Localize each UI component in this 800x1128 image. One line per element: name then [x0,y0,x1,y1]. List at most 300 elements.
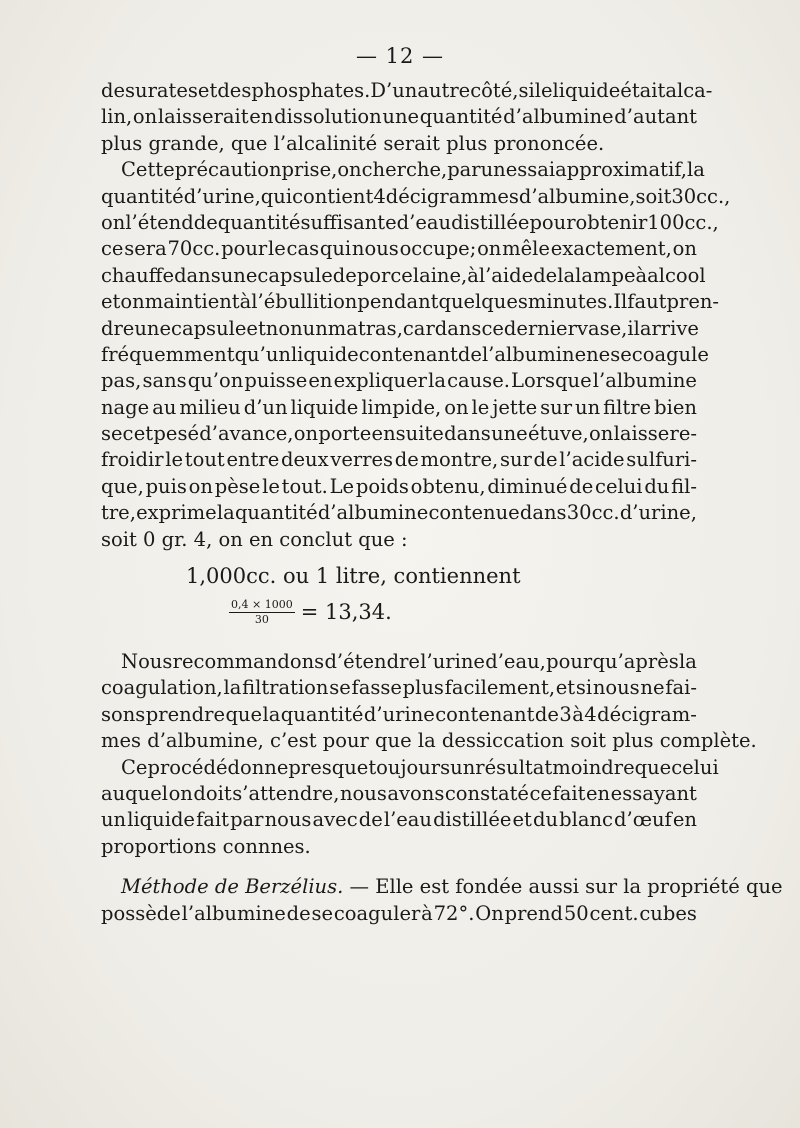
word: sur [540,395,573,419]
text-line: proportions connnes. [101,834,311,858]
word: auquel [101,781,169,805]
word: minutes. [527,290,614,314]
word: nage [101,395,150,419]
word: l’acide [559,448,625,472]
word: de [569,474,594,498]
word: distillée [451,210,530,234]
word: verres [330,448,394,472]
word: nous [339,781,387,805]
text-line [101,781,697,807]
word: on [477,237,502,261]
method-description: — Elle est fondée aussi sur la propriété que [343,875,783,899]
word: liquide [552,79,621,102]
word: de [533,448,558,472]
word: si [575,676,593,700]
word: d’eau, [485,650,546,674]
word: fai- [665,676,697,700]
word: pour [546,650,593,674]
word: Ce [121,755,148,779]
word: ensuite [371,422,444,446]
word: on [168,781,193,805]
word: chauffe [101,263,175,287]
word: précaution [174,158,282,182]
text-line [101,263,706,289]
word: à [467,263,479,287]
word: cubes [639,901,697,925]
word: 30cc., [671,184,731,208]
word: 4 [373,184,386,208]
formula [101,553,697,649]
word: quantité [101,184,184,208]
paragraph-5 [101,874,783,927]
text-line [101,78,713,104]
word: on [672,237,697,261]
word: qu’on [187,369,244,393]
word: la [223,676,242,700]
word: autre [417,79,471,102]
word: et [133,422,154,446]
word: quantité [280,702,364,726]
word: d’albumine [503,105,614,129]
text-line [101,755,719,781]
text-line: plus grande, que l’alcalinité serait plus prononcée. [101,131,605,155]
word: du [532,808,559,832]
word: se [329,676,351,700]
word: l’aide [478,263,534,287]
text-line [101,236,697,262]
word: Le [329,474,355,498]
text-line [101,342,709,368]
word: alcool [647,263,706,287]
word: vase, [576,316,628,340]
word: 70cc. [167,237,221,261]
word: l’urine [420,650,485,674]
word: ne [586,342,611,366]
word: on [337,158,362,182]
word: le [471,395,490,419]
word: celui [595,474,643,498]
word: fait [552,781,586,805]
text-line [101,184,731,210]
word: fait [196,808,229,832]
word: milieu [179,395,241,419]
word: blanc [559,808,613,832]
word: pas, [101,369,142,393]
word: mêle [502,237,550,261]
word: capsule [257,263,333,287]
word: la [216,501,235,525]
word: essayant [610,781,697,805]
word: de [286,901,311,925]
word: soit [635,184,672,208]
text-line: mes d’albumine, c’est pour que la dessiccation soit plus complète. [101,729,757,753]
word: sans [142,369,187,393]
word: ce [101,237,124,261]
word: et [246,316,266,340]
word: le [165,448,184,472]
word: par [447,158,481,182]
word: constaté [444,781,529,805]
word: en [249,105,274,129]
word: jette [492,395,538,419]
word: résultat [475,755,553,779]
word: en [308,369,333,393]
word: d’étendre [324,650,420,674]
word: 4 [584,702,597,726]
word: de [394,448,419,472]
text-line [101,368,697,394]
word: et [101,290,121,314]
word: capsule [171,316,247,340]
word: bien [654,395,697,419]
fraction [229,599,295,626]
word: l’eau [383,808,432,832]
word: possède [101,901,181,925]
formula-result: = 13,34. [300,600,392,625]
word: liquide [127,808,195,832]
paragraph-3 [101,649,757,755]
word: qui [319,237,352,261]
word: fil- [671,474,697,498]
word: d’autant [614,105,697,129]
word: à [635,263,648,287]
word: tout [184,448,225,472]
word: sur [499,448,532,472]
word: liquide [290,395,359,419]
text-line [101,474,697,500]
word: approximatif, [555,158,687,182]
word: quantité [419,105,503,129]
word: avec [312,808,358,832]
word: dans [519,501,567,525]
word: essai [505,158,556,182]
word: Cette [121,158,175,182]
word: contenue [428,501,520,525]
word: qu’après [592,650,679,674]
word: prise, [281,158,338,182]
word: cas [286,237,320,261]
text-line [101,421,697,447]
word: le [268,237,286,261]
word: 50 [563,901,589,925]
word: nous [592,676,640,700]
formula-statement: 1,000cc. ou 1 litre, contiennent [186,564,521,589]
word: pèse [214,474,261,498]
word: le [262,474,280,498]
word: coagule [631,342,709,366]
word: non [265,316,303,340]
word: suffisante [300,210,397,234]
word: matras, [327,316,403,340]
word: la [557,263,576,287]
word: limpide, [361,395,442,419]
word: fréquemment [101,342,235,366]
word: presque [288,755,369,779]
word: d’un [243,395,288,419]
paragraph-2 [101,157,731,553]
text-line [101,447,697,473]
word: d’urine, [619,501,697,525]
text-line [101,901,697,927]
word: à [572,702,584,726]
word: maintient [144,290,240,314]
word: ce [529,781,552,805]
word: si [518,79,535,102]
word: la [686,158,705,182]
text-line [101,316,697,342]
word: avons [387,781,445,805]
word: d’eau [396,210,452,234]
word: filtration [242,676,329,700]
word: Nous [121,650,173,674]
word: Lorsque [511,369,592,393]
word: l’étend [125,210,194,234]
word: de [457,342,482,366]
word: deux [281,448,329,472]
formula-fraction [229,599,392,626]
word: pour [529,210,576,234]
word: on [132,105,158,129]
word: l’albumine [181,901,286,925]
word: obtenu, [410,474,486,498]
paragraph-4 [101,755,719,861]
word: dissolution [274,105,382,129]
word: dre [101,316,135,340]
word: laisserait [157,105,249,129]
word: d’avance, [199,422,294,446]
word: prendre [145,702,226,726]
word: facilement, [444,676,556,700]
text-line [101,702,697,728]
word: on [293,422,319,446]
word: dernier [503,316,577,340]
word: et [512,808,532,832]
text-line: soit 0 gr. 4, on en conclut que : [101,527,408,551]
text-line [101,649,697,675]
word: prend [504,901,563,925]
word: car [402,316,435,340]
word: une [220,263,258,287]
word: donne [227,755,289,779]
word: cherche, [361,158,448,182]
word: expliquer [333,369,427,393]
word: poids [355,474,409,498]
word: pour [221,237,268,261]
word: que [634,755,672,779]
word: porte [318,422,372,446]
word: une [134,316,172,340]
word: au [152,395,177,419]
word: décigrammes [385,184,519,208]
text-line [101,210,719,236]
text-line [101,807,697,833]
word: urates [135,79,198,102]
text-line [101,395,697,421]
word: dans [434,316,482,340]
word: et [197,79,218,102]
word: dans [444,422,491,446]
word: plus [402,676,444,700]
word: porcelaine, [356,263,468,287]
paragraph-1 [101,78,713,157]
word: décigram- [597,702,697,726]
word: il [627,316,640,340]
word: que [225,702,263,726]
word: froidir [101,448,164,472]
word: puisse [244,369,308,393]
word: sulfuri- [626,448,697,472]
word: côté, [470,79,519,102]
word: de [332,263,357,287]
word: tre, [101,501,136,525]
word: exprime [136,501,217,525]
word: faut [627,290,667,314]
word: en [586,781,611,805]
word: se [311,901,334,925]
word: une [382,105,420,129]
word: 30cc. [566,501,620,525]
word: un [450,755,476,779]
word: procédé [147,755,228,779]
word: occupe; [399,237,477,261]
word: coagulation, [101,676,223,700]
word: quantité [234,501,318,525]
word: toujours [368,755,451,779]
fraction-denominator: 30 [254,613,269,627]
word: liquide [290,342,359,366]
text-line [101,104,697,130]
word: pesé [153,422,199,446]
word: étuve, [528,422,589,446]
word: 3 [559,702,572,726]
text-line [101,500,697,526]
word: tout. [281,474,328,498]
word: on [120,290,145,314]
word: une [491,422,528,446]
word: de [358,808,383,832]
word: pendant [357,290,439,314]
word: celui [671,755,719,779]
word: et [555,676,576,700]
word: lin, [101,105,133,129]
word: filtre [603,395,652,419]
word: de [533,263,558,287]
word: entre [226,448,280,472]
word: quantité [217,210,301,234]
word: la [262,702,281,726]
word: recommandons [172,650,325,674]
text-line [101,157,705,183]
word: sera [124,237,167,261]
word: distillée [433,808,512,832]
word: moindre [552,755,635,779]
word: de [534,702,559,726]
word: l’albumine [481,342,587,366]
word: un [101,808,127,832]
word: puis [145,474,187,498]
word: laisse [613,422,670,446]
word: était [620,79,666,102]
text-line [101,289,720,315]
word: quelques [438,290,528,314]
word: d’urine, [183,184,261,208]
word: s’attendre, [232,781,340,805]
word: en [672,808,697,832]
word: contenant [358,342,458,366]
word: doit [193,781,232,805]
word: à [421,901,433,925]
text-line [101,675,697,701]
page-number: — 12 — [355,44,445,68]
word: des [101,79,136,102]
word: montre, [420,448,499,472]
word: On [475,901,504,925]
word: d’albumine [317,501,429,525]
word: lampe [575,263,636,287]
word: coaguler [333,901,421,925]
word: d’urine [363,702,435,726]
word: arrive [639,316,699,340]
word: que, [101,474,144,498]
word: alca- [665,79,713,102]
word: exactement, [550,237,672,261]
word: cause. [447,369,510,393]
word: nous [351,237,399,261]
word: 100cc., [647,210,719,234]
word: 72°. [433,901,475,925]
method-name: Méthode de Berzélius. [121,875,344,899]
word: du [644,474,670,498]
word: on [101,210,126,234]
word: dans [174,263,221,287]
word: phosphates. [251,79,371,102]
word: re- [669,422,697,446]
word: sons [101,702,146,726]
word: pren- [666,290,720,314]
fraction-numerator: 0,4 × 1000 [231,598,293,612]
page-body [101,78,783,927]
word: l’ébullition [251,290,358,314]
word: par [230,808,264,832]
word: D’un [370,79,418,102]
word: qui [260,184,293,208]
word: un [575,395,601,419]
word: qu’un [234,342,291,366]
word: l’albumine [592,369,697,393]
word: d’œuf [614,808,672,832]
text-line [101,874,783,900]
word: un [302,316,328,340]
word: nous [264,808,312,832]
word: ne [640,676,665,700]
word: des [217,79,252,102]
word: obtenir [575,210,648,234]
word: Il [613,290,628,314]
word: cent. [589,901,639,925]
word: on [444,395,469,419]
word: on [188,474,213,498]
word: la [679,650,697,674]
word: sec [101,422,134,446]
word: d’albumine, [518,184,636,208]
word: le [534,79,553,102]
word: on [589,422,614,446]
word: contenant [435,702,535,726]
word: diminué [487,474,568,498]
word: se [610,342,632,366]
word: contient [292,184,374,208]
word: ce [481,316,504,340]
